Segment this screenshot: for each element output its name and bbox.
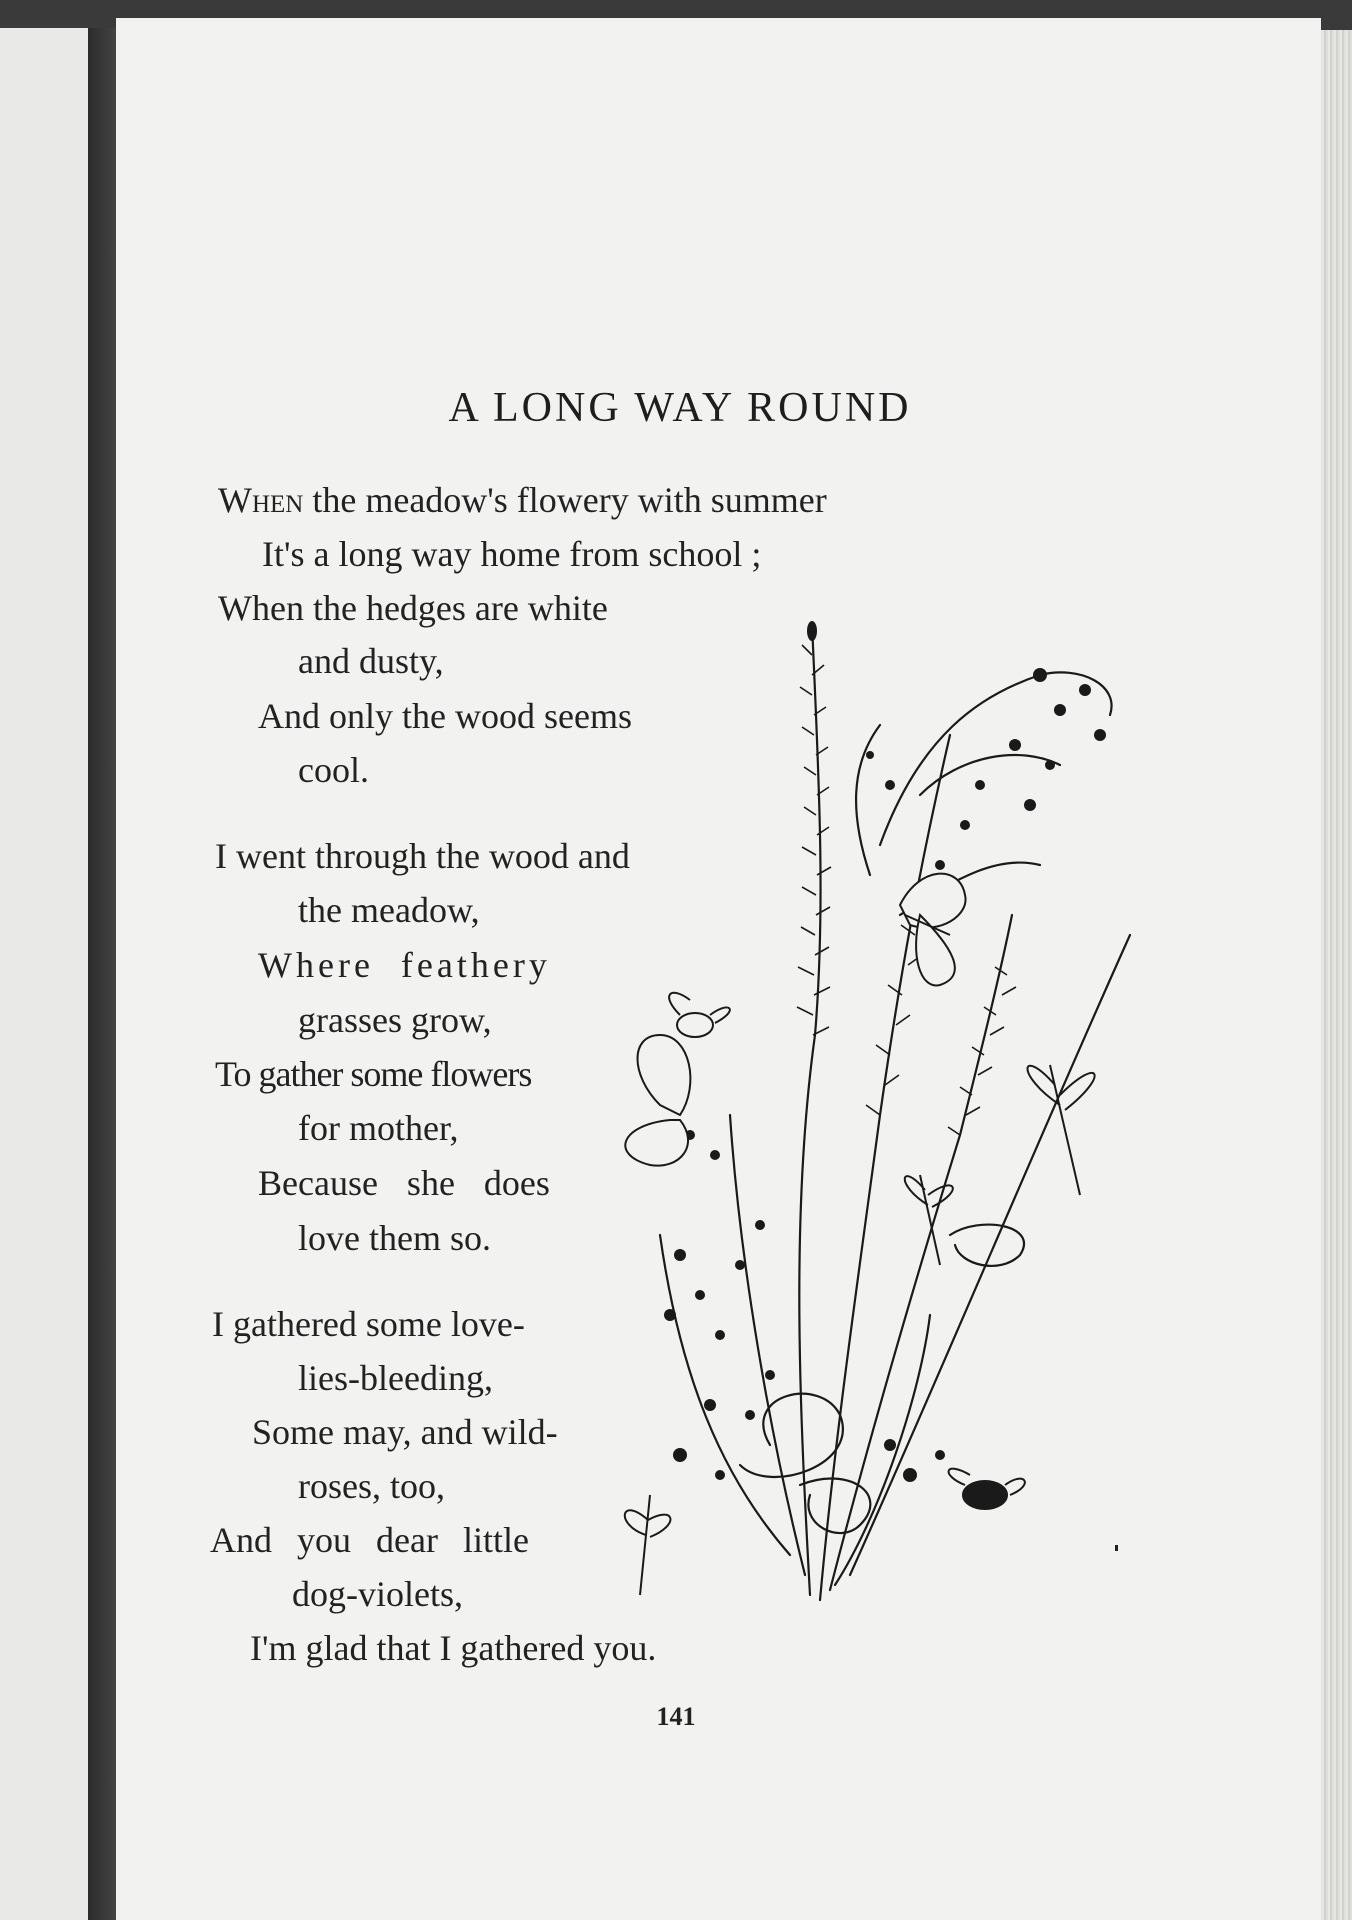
poem-line: and dusty, — [298, 641, 444, 681]
poem-line: When the hedges are white — [218, 588, 608, 628]
poem-line: dog-violets, — [292, 1574, 463, 1614]
poem-line: love them so. — [298, 1218, 491, 1258]
poem-line: And you dear little — [210, 1520, 529, 1560]
poem-line: I went through the wood and — [215, 836, 630, 876]
poem-line: Some may, and wild- — [252, 1412, 558, 1452]
poem-line: And only the wood seems — [258, 696, 632, 736]
poem-title: A LONG WAY ROUND — [448, 385, 912, 431]
poem-line: When the meadow's flowery with summer — [218, 480, 827, 520]
page-stack-edge — [1321, 30, 1352, 1920]
poem-line: the meadow, — [298, 890, 480, 930]
poem-line: I gathered some love- — [212, 1304, 525, 1344]
left-page-edge — [0, 28, 88, 1920]
wildflower-bouquet-with-insects-illustration — [620, 615, 1140, 1615]
poem-line: I'm glad that I gathered you. — [250, 1628, 657, 1668]
poem-line: Because she does — [258, 1163, 550, 1203]
ink-speck — [1115, 1545, 1118, 1551]
poem-line: for mother, — [298, 1108, 459, 1148]
poem-line: cool. — [298, 750, 369, 790]
poem-line: It's a long way home from school ; — [262, 534, 762, 574]
book-gutter — [88, 28, 116, 1920]
poem-line: lies-bleeding, — [298, 1358, 493, 1398]
drop-word: When — [218, 480, 304, 520]
poem-line: To gather some flowers — [215, 1054, 532, 1094]
poem-line: grasses grow, — [298, 1000, 492, 1040]
poem-line: Where feathery — [258, 945, 551, 985]
page-number: 141 — [656, 1702, 696, 1731]
poem-line: roses, too, — [298, 1466, 445, 1506]
